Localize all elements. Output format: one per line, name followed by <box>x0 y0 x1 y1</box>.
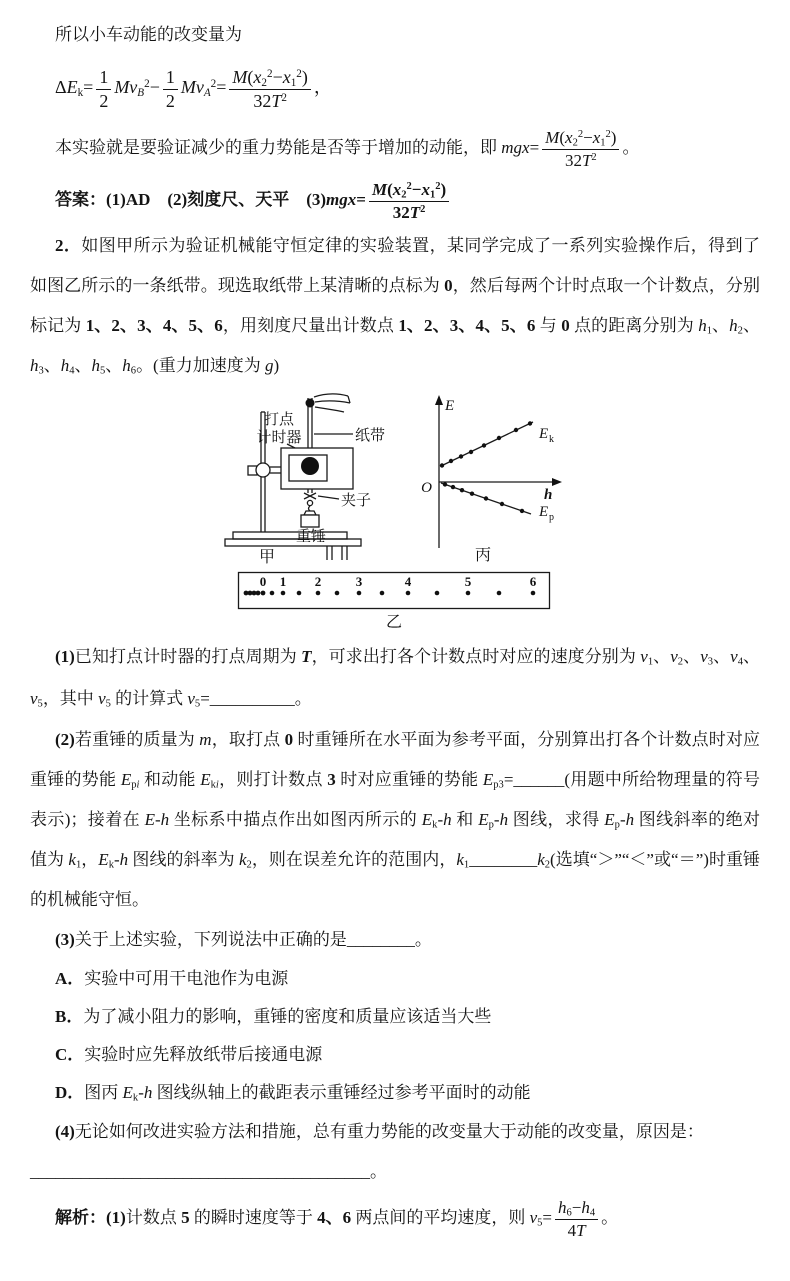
kinetic-energy-formula: $\Delta E_k=$ $\frac{1}{2}$ $Mv_B^2-$ $\frac{1}{2}$ $Mv_A^2=$ $\frac{M(x_2^2-x_1^2)}{32T^2}$ ， <box>55 67 332 111</box>
ep-series <box>441 482 554 523</box>
sub-question-2: (2)若重锤的质量为 m，取打点 0 时重锤所在水平面为参考平面，分别算出打各个计数点时对应重锤的势能 $E_{pi}$ 和动能 $E_{ki}$，则打计数点 3 时对应重锤的势能 $E_{p3}=\_\_\_\_\_\_$(用题中所给物理量的符号表示)；接着在 E-h 坐标系中描点作出如图丙所示的 $E_k-h$ 和 $E_p-h$ 图线，求得 $E_p-h$ 图线斜率的绝对值为 $k_1$，$E_k-h$ 图线的斜率为 $k_2$，则在误差允许的范围内，$k_1\_\_\_\_\_\_\_\_k_2$(选填“＞”“＜”或“＝”)时重锤的机械能守恒。 <box>30 730 761 909</box>
ek-series <box>440 421 554 467</box>
tape-label-4: 4 <box>404 574 412 589</box>
timer-box <box>281 448 353 489</box>
origin-label: O <box>421 480 432 496</box>
analysis-line: 解析：(1)计数点 5 的瞬时速度等于 4、6 两点间的平均速度，则 $v_5=$ $\frac{h_6-h_4}{4T}$ 。 <box>55 1198 619 1240</box>
caption-bing: 丙 <box>474 547 492 564</box>
h-axis-label: h <box>544 487 553 503</box>
option-a: A．实验中可用干电池作为电源 <box>55 969 289 988</box>
ek-label: E <box>539 426 549 442</box>
axes <box>421 395 562 548</box>
ep-label: E <box>539 504 549 520</box>
answer-line: 答案：(1)AD (2)刻度尺、天平 (3)mgx= $\frac{M(x_2^2-x_1^2)}{32T^2}$ <box>0 174 790 226</box>
caption-jia: 甲 <box>258 549 276 566</box>
tape-label-5: 5 <box>464 574 472 589</box>
e-axis-label: E <box>445 398 455 414</box>
paper-tape-figure-yi <box>0 570 790 630</box>
intro-line: 所以小车动能的改变量为 <box>55 25 242 44</box>
sub-question-1: (1)已知打点计时器的打点周期为 T，可求出打各个计数点时对应的速度分别为 $v_1$、$v_2$、$v_3$、$v_4$、$v_5$，其中 $v_5$ 的计算式 $v_5=\_\_\_\_\_\_\_\_\_\_$。 <box>30 647 761 710</box>
clip-and-weight <box>301 489 319 527</box>
option-d: D．图丙 $E_k-h$ 图线纵轴上的截距表示重锤经过参考平面时的动能 <box>55 1083 531 1104</box>
sub-question-3: (3)关于上述实验，下列说法中正确的是________。 <box>55 930 432 949</box>
paper-tape-diagram <box>237 570 553 630</box>
ek-label-sub: k <box>549 434 554 445</box>
figure-row <box>0 392 790 566</box>
option-c: C．实验时应先释放纸带后接通电源 <box>55 1045 323 1064</box>
answer-blank-line: ________________________________________。 <box>30 1162 387 1181</box>
tape-label: 纸带 <box>355 428 386 444</box>
caption-yi: 乙 <box>385 614 403 630</box>
timer-label-line1: 打点 <box>263 412 295 428</box>
weight-label: 重锤 <box>295 529 327 545</box>
apparatus-diagram-jia <box>221 392 403 566</box>
tape-label-3: 3 <box>355 574 363 589</box>
timer-label-line2: 计时器 <box>256 430 302 446</box>
tape-label-2: 2 <box>314 574 322 589</box>
question-2-stem: 2．如图甲所示为验证机械能守恒定律的实验装置，某同学完成了一系列实验操作后，得到了如图乙所示的一条纸带。现选取纸带上某清晰的点标为 0，然后每两个计时点取一个计数点，分别标记为 1、2、3、4、5、6，用刻度尺量出计数点 1、2、3、4、5、6 与 0 点的距离分别为 $h_1$、$h_2$、$h_3$、$h_4$、$h_5$、$h_6$。(重力加速度为 g) <box>30 236 761 377</box>
tape-label-6: 6 <box>529 574 537 589</box>
option-b: B．为了减小阻力的影响，重锤的密度和质量应该适当大些 <box>55 1007 492 1026</box>
ep-label-sub: p <box>549 512 554 523</box>
tape-label-0: 0 <box>259 574 267 589</box>
tape-label-1: 1 <box>279 574 287 589</box>
verify-statement: 本实验就是要验证减少的重力势能是否等于增加的动能，即 mgx= $\frac{M(x_2^2-x_1^2)}{32T^2}$ 。 <box>55 128 640 170</box>
clip-label: 夹子 <box>341 493 372 509</box>
sub-question-4: (4)无论如何改进实验方法和措施，总有重力势能的改变量大于动能的改变量，原因是： <box>55 1122 704 1141</box>
energy-height-graph-bing <box>417 392 569 566</box>
